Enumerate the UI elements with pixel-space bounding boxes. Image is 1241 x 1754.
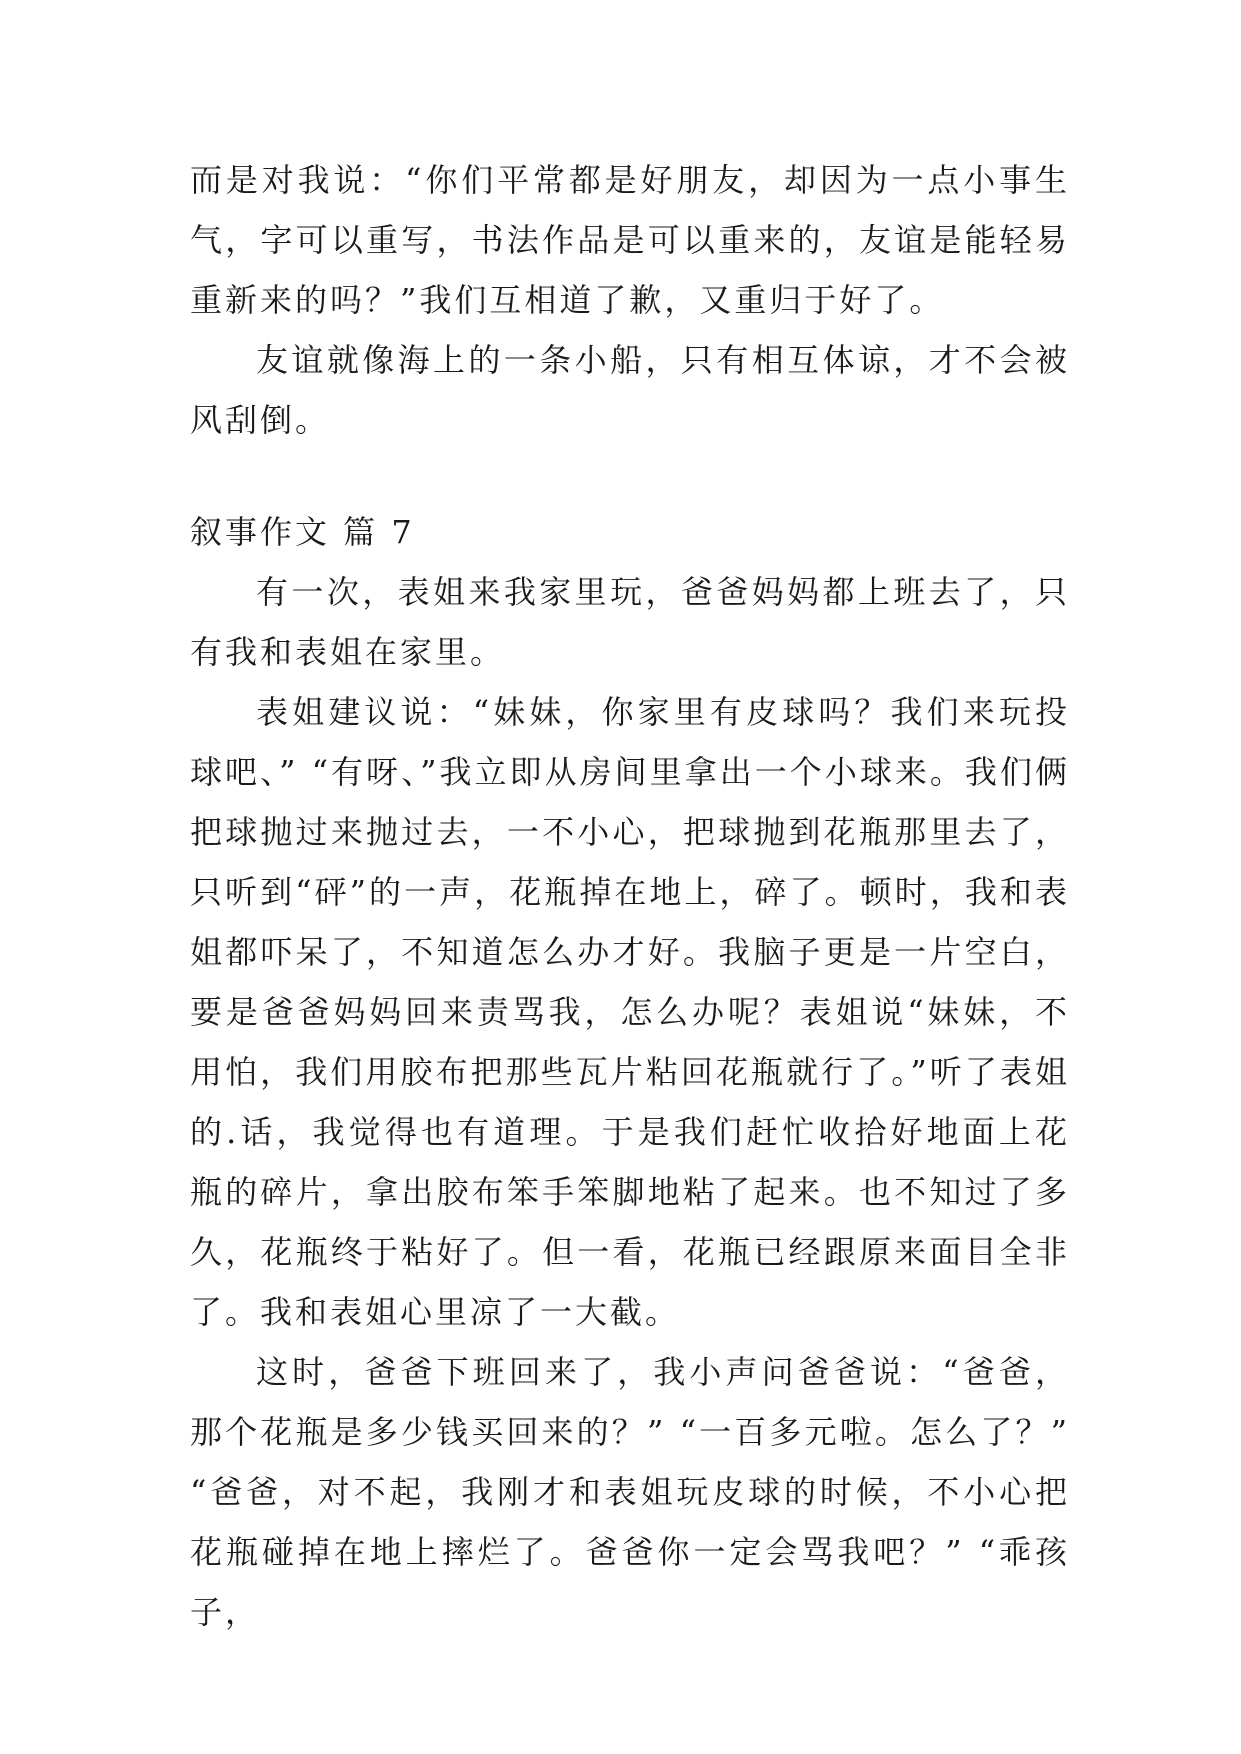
section-title: 叙事作文 篇 7 xyxy=(190,513,415,551)
paragraph: 这时，爸爸下班回来了，我小声问爸爸说：“爸爸，那个花瓶是多少钱买回来的？” “一百多元啦。怎么了？” “爸爸，对不起，我刚才和表姐玩皮球的时候，不小心把花瓶碰掉在地上摔烂了。爸爸你一定会骂我吧？” “乖孩子， xyxy=(190,1353,1070,1631)
paragraph: 友谊就像海上的一条小船，只有相互体谅，才不会被风刮倒。 xyxy=(190,341,1070,439)
paragraph: 表姐建议说：“妹妹，你家里有皮球吗？我们来玩投球吧、” “有呀、”我立即从房间里拿出一个小球来。我们俩把球抛过来抛过去，一不小心，把球抛到花瓶那里去了，只听到“砰”的一声，花瓶掉在地上，碎了。顿时，我和表姐都吓呆了，不知道怎么办才好。我脑子更是一片空白，要是爸爸妈妈回来责骂我，怎么办呢？表姐说“妹妹，不用怕，我们用胶布把那些瓦片粘回花瓶就行了。”听了表姐的.话，我觉得也有道理。于是我们赶忙收拾好地面上花瓶的碎片，拿出胶布笨手笨脚地粘了起来。也不知过了多久，花瓶终于粘好了。但一看，花瓶已经跟原来面目全非了。我和表姐心里凉了一大截。 xyxy=(190,693,1070,1331)
paragraph: 有一次，表姐来我家里玩，爸爸妈妈都上班去了，只有我和表姐在家里。 xyxy=(190,573,1070,671)
document-page xyxy=(190,150,1070,1642)
paragraph: 而是对我说：“你们平常都是好朋友，却因为一点小事生气，字可以重写，书法作品是可以重来的，友谊是能轻易重新来的吗？”我们互相道了歉，又重归于好了。 xyxy=(190,161,1070,319)
